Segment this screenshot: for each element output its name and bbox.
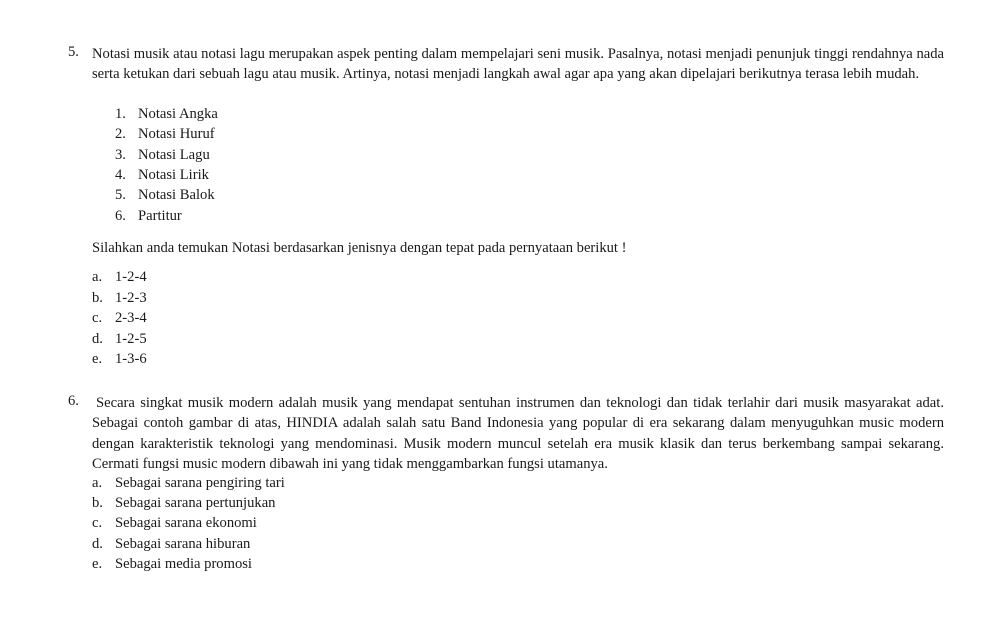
option-label: 1-3-6 <box>115 351 147 367</box>
answer-option-c[interactable] <box>92 310 147 330</box>
option-letter: e. <box>92 351 103 367</box>
question-text: Secara singkat musik modern adalah musik yang mendapat sentuhan instrumen dan teknologi dan tidak terlahir dari musik masyarakat adat. Sebagai contoh gambar di atas, HINDIA adalah salah satu Band Indonesia yang popular di era sekarang dalam menyuguhkan music modern dengan karakteristik teknologi yang mendominasi. Musik modern muncul setelah era musik klasik dan terus berkembang sampai sekarang. Cermati fungsi music modern dibawah ini yang tidak menggambarkan fungsi utamanya. <box>92 395 944 472</box>
option-label: Sebagai sarana ekonomi <box>115 515 257 531</box>
option-label: Sebagai sarana pengiring tari <box>115 475 285 491</box>
list-item <box>115 126 215 146</box>
answer-option-e[interactable] <box>92 351 147 371</box>
list-item <box>115 106 218 126</box>
answer-option-a[interactable] <box>92 269 147 289</box>
question-instruction: Silahkan anda temukan Notasi berdasarkan jenisnya dengan tepat pada pernyataan berikut ! <box>92 240 627 256</box>
answer-option-b[interactable] <box>92 495 276 515</box>
option-label: 1-2-3 <box>115 290 147 306</box>
option-letter: a. <box>92 475 103 491</box>
option-letter: d. <box>92 536 103 552</box>
list-number: 4. <box>115 167 126 183</box>
option-label: 2-3-4 <box>115 310 147 326</box>
option-label: Sebagai sarana hiburan <box>115 536 251 552</box>
list-item <box>115 208 182 228</box>
question-text: Notasi musik atau notasi lagu merupakan aspek penting dalam mempelajari seni musik. Pasalnya, notasi menjadi penunjuk tinggi rendahnya nada serta ketukan dari sebuah lagu atau musik. Artinya, notasi menjadi langkah awal agar apa yang akan dipelajari berikutnya terasa lebih mudah. <box>92 46 944 83</box>
option-letter: c. <box>92 310 103 326</box>
option-letter: c. <box>92 515 103 531</box>
option-letter: d. <box>92 331 103 347</box>
question-number: 6. <box>68 393 79 409</box>
option-letter: b. <box>92 495 103 511</box>
list-number: 6. <box>115 208 126 224</box>
answer-option-d[interactable] <box>92 536 251 556</box>
list-number: 5. <box>115 187 126 203</box>
answer-option-e[interactable] <box>92 556 252 576</box>
list-label: Partitur <box>138 208 182 224</box>
list-label: Notasi Huruf <box>138 126 215 142</box>
option-label: 1-2-5 <box>115 331 147 347</box>
option-label: Sebagai media promosi <box>115 556 252 572</box>
list-item <box>115 187 215 207</box>
answer-option-b[interactable] <box>92 290 147 310</box>
list-item <box>115 147 210 167</box>
answer-option-c[interactable] <box>92 515 257 535</box>
list-label: Notasi Lirik <box>138 167 209 183</box>
list-item <box>115 167 209 187</box>
answer-option-d[interactable] <box>92 331 147 351</box>
answer-option-a[interactable] <box>92 475 285 495</box>
option-label: 1-2-4 <box>115 269 147 285</box>
question-number: 5. <box>68 44 79 60</box>
list-label: Notasi Balok <box>138 187 215 203</box>
list-number: 3. <box>115 147 126 163</box>
list-label: Notasi Lagu <box>138 147 210 163</box>
list-label: Notasi Angka <box>138 106 218 122</box>
option-label: Sebagai sarana pertunjukan <box>115 495 276 511</box>
option-letter: e. <box>92 556 103 572</box>
option-letter: b. <box>92 290 103 306</box>
option-letter: a. <box>92 269 103 285</box>
list-number: 1. <box>115 106 126 122</box>
list-number: 2. <box>115 126 126 142</box>
